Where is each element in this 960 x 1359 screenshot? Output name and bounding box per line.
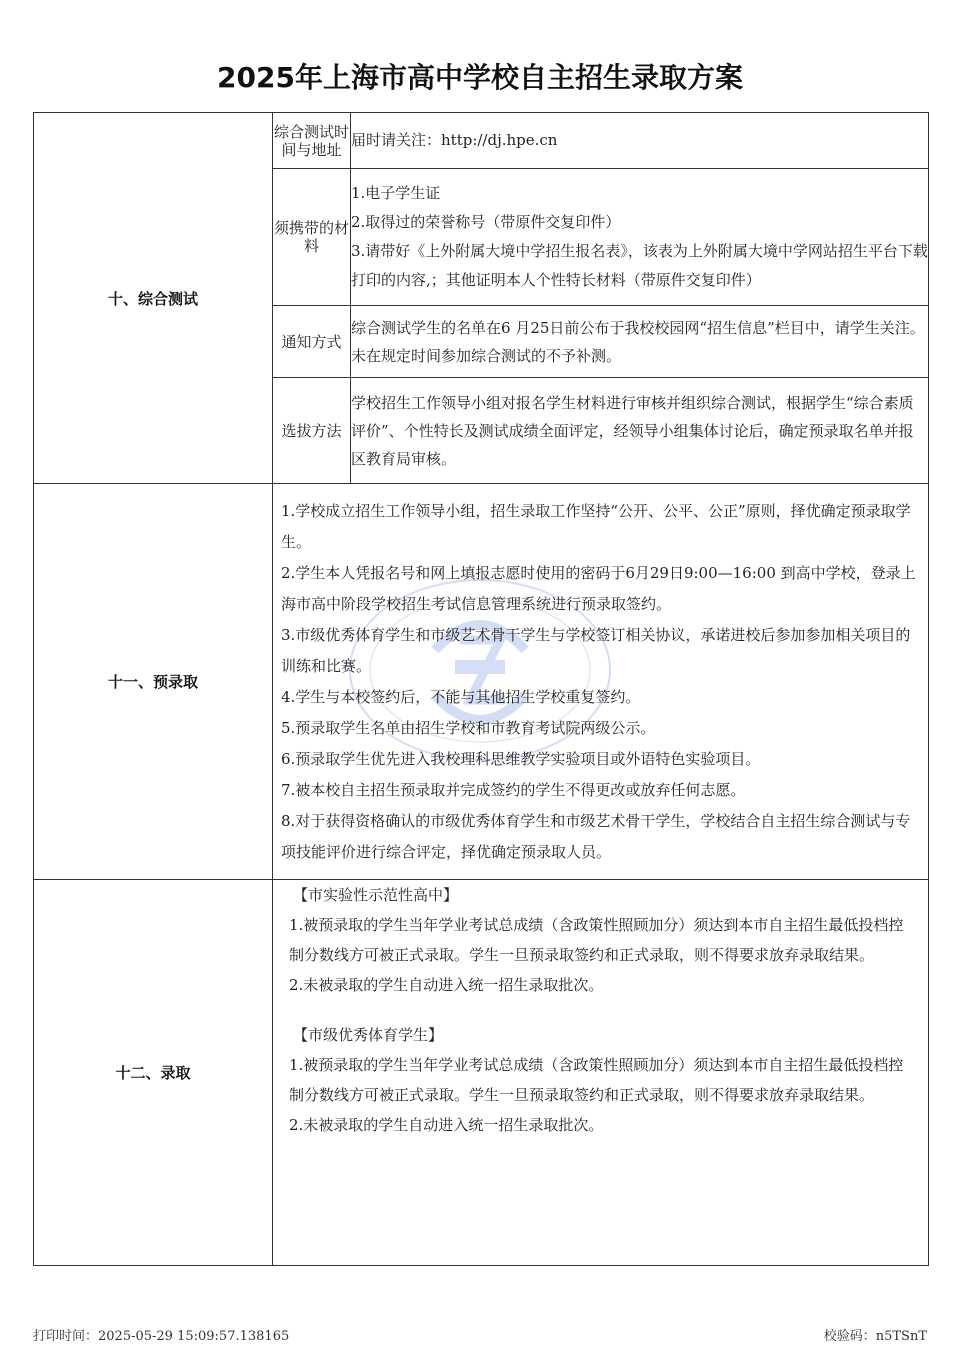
group-header: 【市实验性示范性高中】 xyxy=(293,886,459,904)
list-item: 6.预录取学生优先进入我校理科思维教学实验项目或外语特色实验项目。 xyxy=(281,749,761,768)
row-label-notice: 通知方式 xyxy=(273,306,351,378)
page-title: 2025年上海市高中学校自主招生录取方案 xyxy=(217,61,743,94)
content-line: 综合测试学生的名单在6 月25日前公布于我校校园网“招生信息”栏目中，请学生关注。未在规定时间参加综合测试的不予补测。 xyxy=(351,318,925,365)
row-label-materials: 须携带的材料 xyxy=(273,169,351,306)
list-item: 7.被本校自主招生预录取并完成签约的学生不得更改或放弃任何志愿。 xyxy=(281,780,746,799)
print-time: 打印时间：2025-05-29 15:09:57.138165 xyxy=(33,1329,290,1344)
check-code: 校验码：n5TSnT xyxy=(823,1329,927,1344)
table-row xyxy=(34,880,929,1266)
group-spacer xyxy=(289,1000,912,1020)
table-row xyxy=(34,484,929,880)
content-line: 1.电子学生证 xyxy=(351,184,441,202)
section-11-heading: 十一、预录取 xyxy=(34,484,273,880)
content-line: 届时请关注：http://dj.hpe.cn xyxy=(351,131,558,149)
row-content-notice xyxy=(351,306,929,378)
list-item: 3.市级优秀体育学生和市级艺术骨干学生与学校签订相关协议，承诺进校后参加参加相关项目的训练和比赛。 xyxy=(281,625,911,675)
section-12-content xyxy=(273,880,929,1266)
list-item: 2.学生本人凭报名号和网上填报志愿时使用的密码于6月29日9:00—16:00 到高中学校，登录上海市高中阶段学校招生考试信息管理系统进行预录取签约。 xyxy=(281,563,916,613)
section-11-content xyxy=(273,484,929,880)
section-12-heading: 十二、录取 xyxy=(34,880,273,1266)
section-10-heading: 十、综合测试 xyxy=(34,113,273,484)
list-item: 1.被预录取的学生当年学业考试总成绩（含政策性照顾加分）须达到本市自主招生最低投档控制分数线方可被正式录取。学生一旦预录取签约和正式录取，则不得要求放弃录取结果。 xyxy=(289,1056,904,1104)
admission-table xyxy=(33,112,929,1266)
content-line: 学校招生工作领导小组对报名学生材料进行审核并组织综合测试，根据学生“综合素质评价”、个性特长及测试成绩全面评定，经领导小组集体讨论后，确定预录取名单并报区教育局审核。 xyxy=(351,393,914,468)
list-item: 4.学生与本校签约后，不能与其他招生学校重复签约。 xyxy=(281,687,641,706)
list-item: 2.未被录取的学生自动进入统一招生录取批次。 xyxy=(289,976,604,994)
table-row xyxy=(34,113,929,169)
group-header: 【市级优秀体育学生】 xyxy=(293,1026,444,1044)
list-item: 1.被预录取的学生当年学业考试总成绩（含政策性照顾加分）须达到本市自主招生最低投档控制分数线方可被正式录取。学生一旦预录取签约和正式录取，则不得要求放弃录取结果。 xyxy=(289,916,904,964)
list-item: 1.学校成立招生工作领导小组，招生录取工作坚持“公开、公平、公正”原则，择优确定预录取学生。 xyxy=(281,501,911,551)
row-content-selection xyxy=(351,378,929,484)
list-item: 5.预录取学生名单由招生学校和市教育考试院两级公示。 xyxy=(281,718,656,737)
list-item: 2.未被录取的学生自动进入统一招生录取批次。 xyxy=(289,1116,604,1134)
row-label-selection: 选拔方法 xyxy=(273,378,351,484)
list-item: 8.对于获得资格确认的市级优秀体育学生和市级艺术骨干学生，学校结合自主招生综合测试与专项技能评价进行综合评定，择优确定预录取人员。 xyxy=(281,811,911,861)
row-content-test-time xyxy=(351,113,929,169)
row-content-materials xyxy=(351,169,929,306)
content-line: 2.取得过的荣誉称号（带原件交复印件） xyxy=(351,213,621,231)
content-line: 3.请带好《上外附属大境中学招生报名表》，该表为上外附属大境中学网站招生平台下载打印的内容,；其他证明本人个性特长材料（带原件交复印件） xyxy=(351,242,928,289)
row-label-test-time: 综合测试时间与地址 xyxy=(273,113,351,169)
